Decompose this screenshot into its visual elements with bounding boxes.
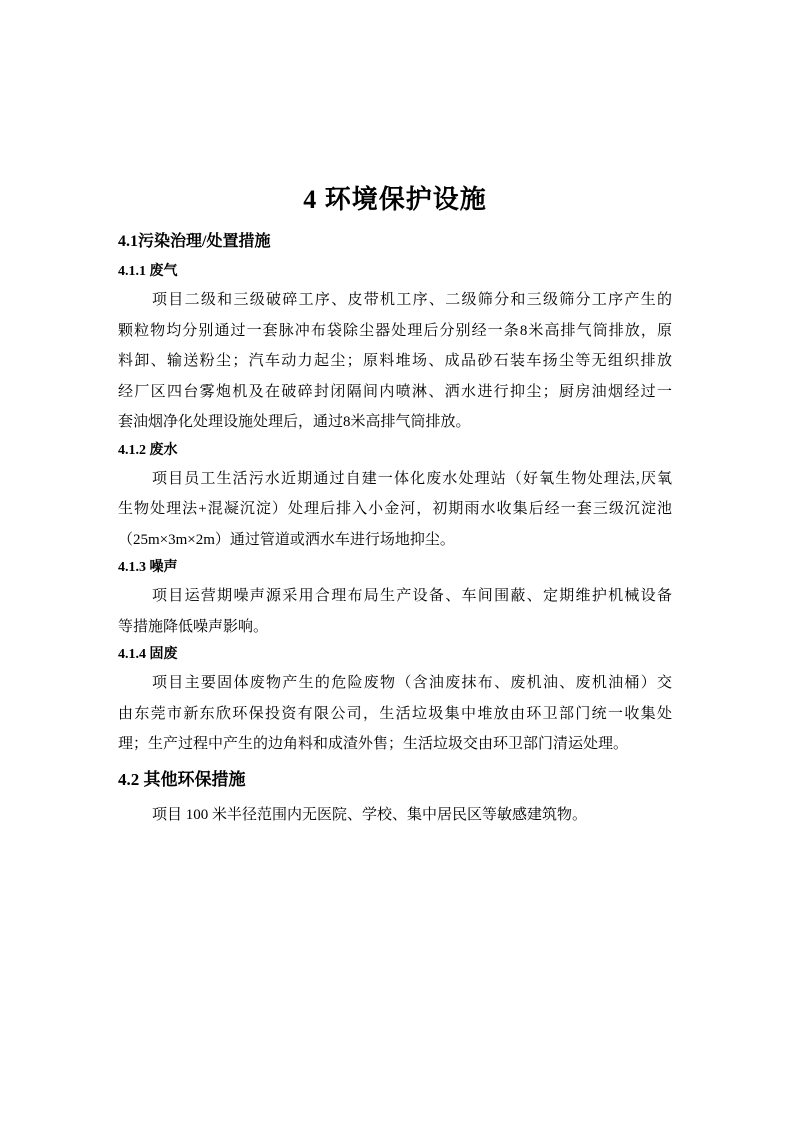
- subsection-heading-4-1-2: 4.1.2 废水: [118, 442, 178, 458]
- subsection-heading-4-1-1: 4.1.1 废气: [118, 264, 178, 279]
- paragraph-noise: [118, 581, 672, 642]
- paragraph-solid-waste: [118, 668, 672, 760]
- paragraph-line: 颗粒物均分别通过一套脉冲布袋除尘器处理后分别经一条8米高排气筒排放，原: [118, 322, 672, 339]
- paragraph-line: 项目二级和三级破碎工序、皮带机工序、二级筛分和三级筛分工序产生的: [152, 292, 672, 308]
- document-page: [118, 180, 672, 830]
- paragraph-line: 套油烟净化处理设施处理后，通过8米高排气筒排放。: [118, 414, 471, 430]
- paragraph-exhaust-gas: [118, 285, 672, 438]
- section-heading-4-2: 4.2 其他环保措施: [118, 769, 246, 789]
- paragraph-line: 料卸、输送粉尘；汽车动力起尘；原料堆场、成品砂石装车扬尘等无组织排放: [118, 353, 672, 369]
- paragraph-line: 生物处理法+混凝沉淀）处理后排入小金河，初期雨水收集后经一套三级沉淀池: [118, 501, 672, 517]
- section-heading-4-1: 4.1污染治理/处置措施: [118, 233, 271, 250]
- paragraph-line: 项目主要固体废物产生的危险废物（含油废抹布、废机油、废机油桶）交: [152, 675, 672, 691]
- paragraph-line: 等措施降低噪声影响。: [118, 618, 269, 635]
- paragraph-line: （25m×3m×2m）通过管道或洒水车进行场地抑尘。: [118, 531, 455, 548]
- subsection-heading-4-1-4: 4.1.4 固废: [118, 647, 178, 662]
- paragraph-wastewater: [118, 464, 672, 556]
- paragraph-line: 项目 100 米半径范围内无医院、学校、集中居民区等敏感建筑物。: [152, 806, 588, 823]
- paragraph-line: 项目运营期噪声源采用合理布局生产设备、车间围蔽、定期维护机械设备: [152, 588, 672, 604]
- paragraph-line: 理；生产过程中产生的边角料和成渣外售；生活垃圾交由环卫部门清运处理。: [118, 736, 629, 752]
- paragraph-line: 项目员工生活污水近期通过自建一体化废水处理站（好氧生物处理法,厌氧: [152, 470, 672, 487]
- paragraph-line: 经厂区四台雾炮机及在破碎封闭隔间内喷淋、洒水进行抑尘；厨房油烟经过一: [118, 383, 672, 400]
- page-title: 4 环境保护设施: [303, 185, 487, 214]
- paragraph-line: 由东莞市新东欣环保投资有限公司，生活垃圾集中堆放由环卫部门统一收集处: [118, 705, 672, 722]
- subsection-heading-4-1-3: 4.1.3 噪声: [118, 560, 178, 575]
- paragraph-other-measures: [118, 800, 672, 831]
